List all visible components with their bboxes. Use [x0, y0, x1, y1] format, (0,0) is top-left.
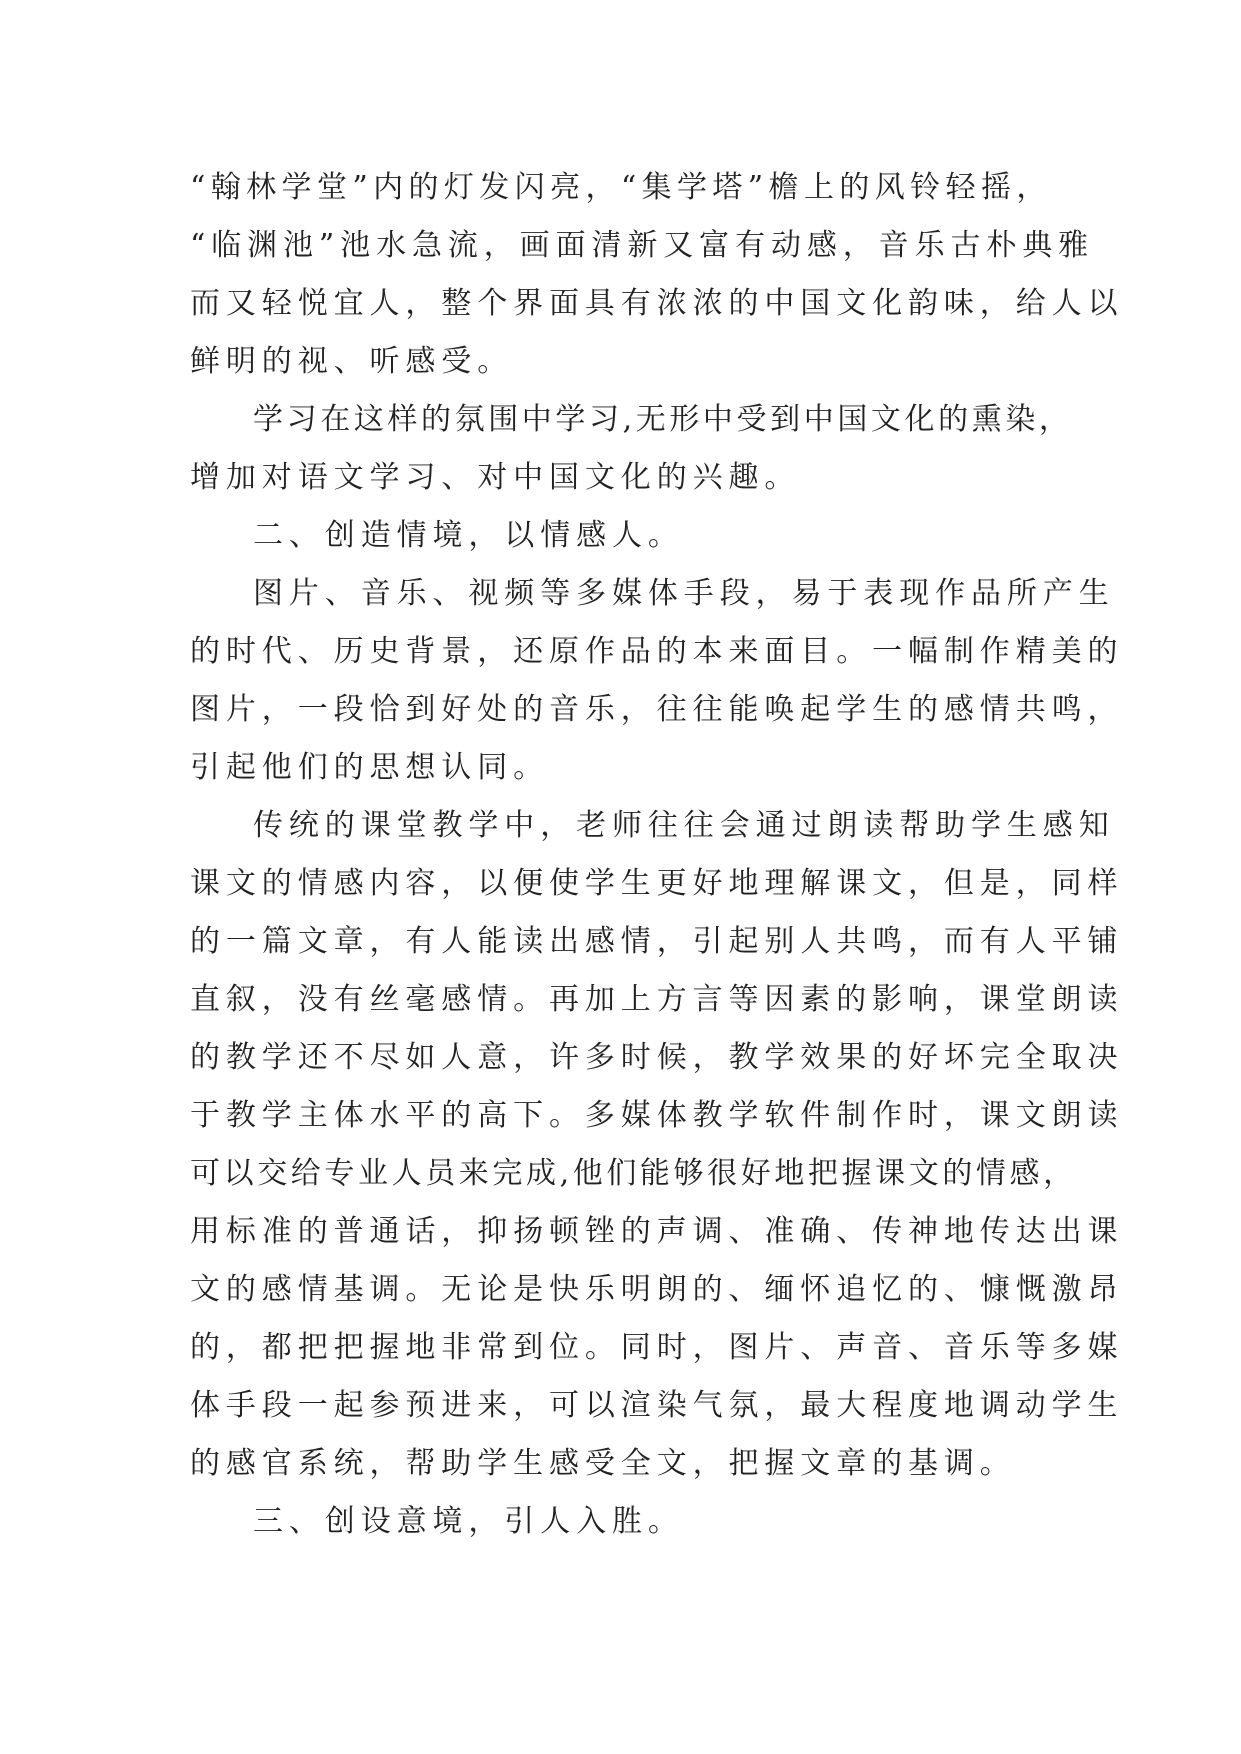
text-line: 引起他们的思想认同。: [190, 750, 549, 785]
text-line: 课文的情感内容，以便使学生更好地理解课文，但是，同样: [190, 866, 1124, 901]
text-line: “临渊池”池水急流，画面清新又富有动感，音乐古朴典雅: [190, 228, 1095, 263]
text-line: 于教学主体水平的高下。多媒体教学软件制作时，课文朗读: [190, 1098, 1124, 1133]
text-line: 体手段一起参预进来，可以渲染气氛，最大程度地调动学生: [190, 1388, 1124, 1423]
text-line: 的，都把把握地非常到位。同时，图片、声音、音乐等多媒: [190, 1330, 1124, 1365]
section-heading: 二、创造情境，以情感人。: [253, 518, 684, 553]
text-line: 文的感情基调。无论是快乐明朗的、缅怀追忆的、慷慨激昂: [190, 1272, 1124, 1307]
text-line: 的时代、历史背景，还原作品的本来面目。一幅制作精美的: [190, 634, 1124, 669]
text-line: 可以交给专业人员来完成,他们能够很好地把握课文的情感，: [190, 1156, 1077, 1191]
text-line: 而又轻悦宜人，整个界面具有浓浓的中国文化韵味，给人以: [190, 286, 1124, 321]
section-heading: 三、创设意境，引人入胜。: [253, 1504, 684, 1539]
paragraph-first-line: 学习在这样的氛围中学习,无形中受到中国文化的熏染，: [253, 402, 1073, 437]
text-line: 的教学还不尽如人意，许多时候，教学效果的好坏完全取决: [190, 1040, 1124, 1075]
text-line: 用标准的普通话，抑扬顿锉的声调、准确、传神地传达出课: [190, 1214, 1124, 1249]
text-line: “翰林学堂”内的灯发闪亮，“集学塔”檐上的风铃轻摇，: [190, 170, 1052, 205]
text-line: 图片，一段恰到好处的音乐，往往能唤起学生的感情共鸣，: [190, 692, 1124, 727]
text-line: 直叙，没有丝毫感情。再加上方言等因素的影响，课堂朗读: [190, 982, 1124, 1017]
paragraph-first-line: 图片、音乐、视频等多媒体手段，易于表现作品所产生: [253, 576, 1115, 611]
text-line: 鲜明的视、听感受。: [190, 344, 514, 379]
paragraph-first-line: 传统的课堂教学中，老师往往会通过朗读帮助学生感知: [253, 808, 1115, 843]
text-line: 增加对语文学习、对中国文化的兴趣。: [190, 460, 801, 495]
text-line: 的感官系统，帮助学生感受全文，把握文章的基调。: [190, 1446, 1016, 1481]
text-line: 的一篇文章，有人能读出感情，引起别人共鸣，而有人平铺: [190, 924, 1124, 959]
